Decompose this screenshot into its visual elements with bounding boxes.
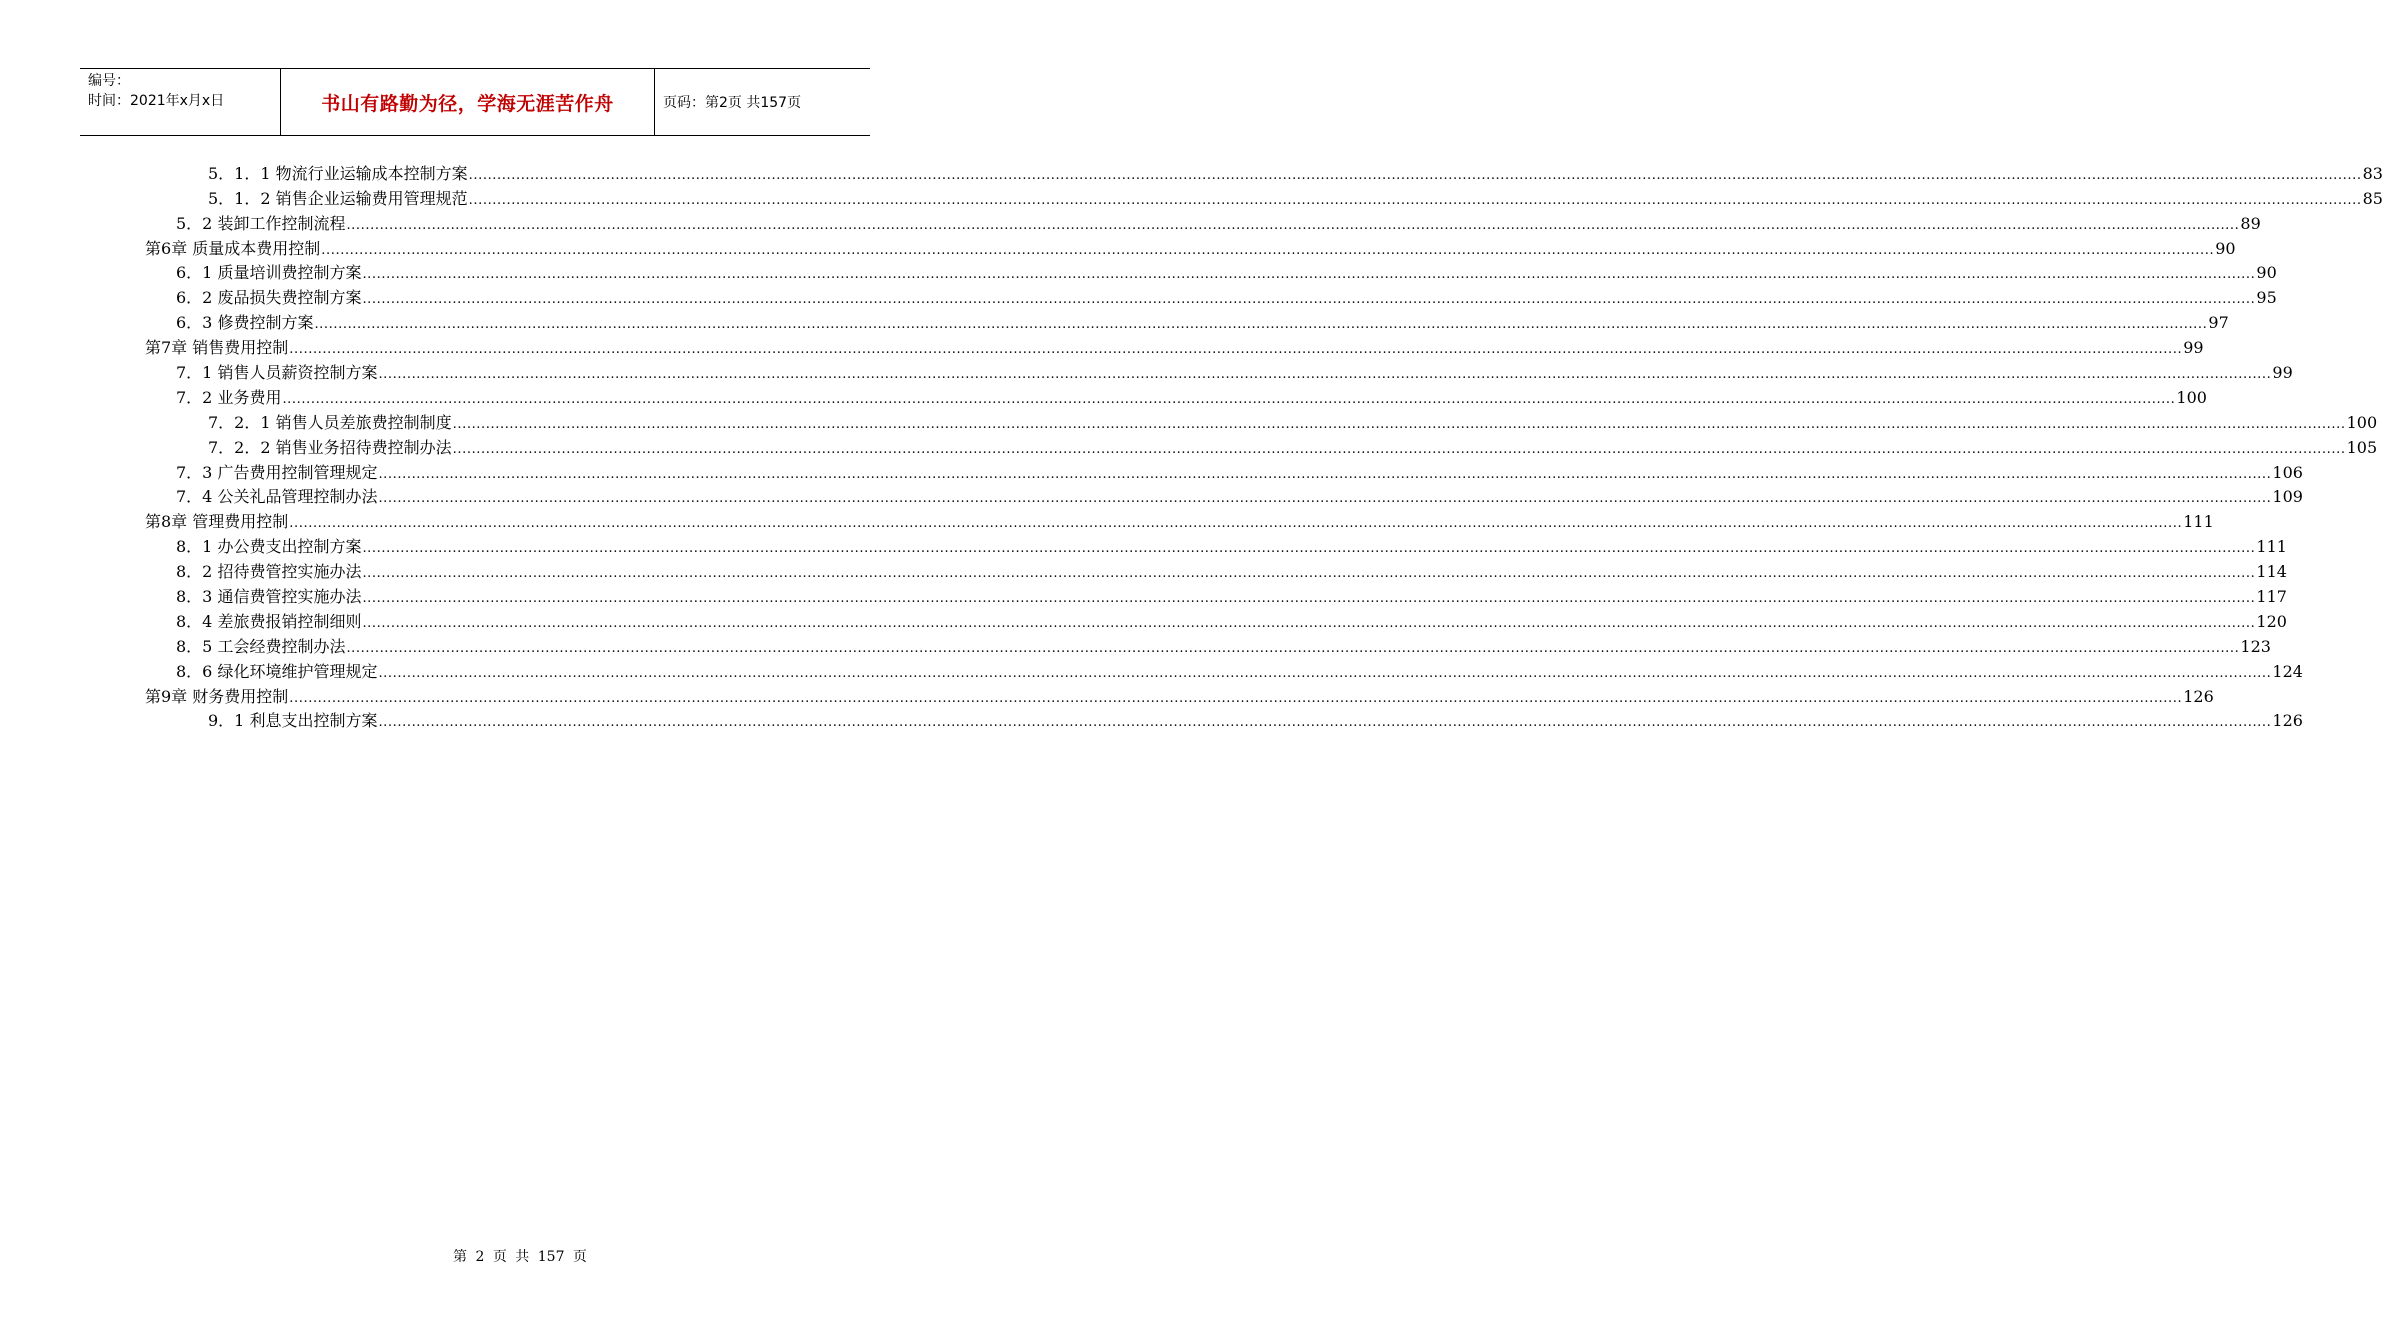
- toc-entry-title: 7．3 广告费用控制管理规定: [176, 462, 378, 482]
- toc-entry-title: 5．1．1 物流行业运输成本控制方案: [208, 163, 468, 183]
- toc-entry[interactable]: [0, 533, 2287, 558]
- toc-entry-page: 111: [2256, 537, 2287, 557]
- toc-entry-title: 7．2．1 销售人员差旅费控制制度: [208, 412, 452, 432]
- toc-dot-leader: ................................................................................................................................................................................................................................................................................................................................................................................................................: [362, 591, 2256, 607]
- toc-dot-leader: ................................................................................................................................................................................................................................................................................................................................................................................................................: [378, 367, 2272, 383]
- toc-dot-leader: ................................................................................................................................................................................................................................................................................................................................................................................................................: [378, 491, 2272, 507]
- toc-entry[interactable]: [0, 185, 2383, 210]
- toc-entry[interactable]: [0, 309, 2229, 334]
- toc-entry[interactable]: [0, 384, 2207, 409]
- toc-dot-leader: ................................................................................................................................................................................................................................................................................................................................................................................................................: [346, 640, 2240, 656]
- toc-entry-page: 95: [2256, 288, 2277, 308]
- toc-entry[interactable]: [0, 334, 2204, 359]
- toc-dot-leader: ................................................................................................................................................................................................................................................................................................................................................................................................................: [289, 690, 2183, 706]
- toc-dot-leader: ................................................................................................................................................................................................................................................................................................................................................................................................................: [378, 665, 2272, 681]
- page-footer: [0, 1246, 950, 1266]
- toc-entry-title: 9．1 利息支出控制方案: [208, 711, 378, 731]
- toc-entry-title: 7．2 业务费用: [176, 387, 282, 407]
- toc-entry[interactable]: [0, 409, 2378, 434]
- toc-entry[interactable]: [0, 583, 2287, 608]
- toc-entry-title: 8．2 招待费管控实施办法: [176, 562, 362, 582]
- toc-entry-title: 7．1 销售人员薪资控制方案: [176, 363, 378, 383]
- toc-entry-page: 100: [2346, 412, 2378, 432]
- toc-entry-page: 90: [2256, 263, 2277, 283]
- document-time-label: 时间：2021年x月x日: [88, 93, 225, 109]
- toc-entry[interactable]: [0, 160, 2383, 185]
- toc-entry[interactable]: [0, 459, 2303, 484]
- toc-entry-title: 第6章 质量成本费用控制: [145, 238, 321, 258]
- toc-entry-title: 6．1 质量培训费控制方案: [176, 263, 362, 283]
- header-meta: [80, 69, 281, 135]
- toc-entry[interactable]: [0, 484, 2303, 509]
- toc-entry-page: 97: [2208, 313, 2229, 333]
- toc-entry-page: 109: [2272, 487, 2303, 507]
- toc-entry[interactable]: [0, 683, 2214, 708]
- toc-entry[interactable]: [0, 608, 2287, 633]
- toc-entry-title: 8．4 差旅费报销控制细则: [176, 611, 362, 631]
- toc-dot-leader: ................................................................................................................................................................................................................................................................................................................................................................................................................: [289, 342, 2183, 358]
- toc-entry[interactable]: [0, 359, 2293, 384]
- toc-entry-page: 106: [2272, 462, 2303, 482]
- toc-entry-title: 8．5 工会经费控制办法: [176, 636, 346, 656]
- toc-entry-page: 99: [2272, 363, 2293, 383]
- page-header: [80, 68, 870, 136]
- toc-dot-leader: ................................................................................................................................................................................................................................................................................................................................................................................................................: [282, 391, 2176, 407]
- toc-entry-page: 85: [2362, 188, 2383, 208]
- toc-entry-title: 7．4 公关礼品管理控制办法: [176, 487, 378, 507]
- toc-entry[interactable]: [0, 260, 2277, 285]
- toc-dot-leader: ................................................................................................................................................................................................................................................................................................................................................................................................................: [452, 441, 2346, 457]
- toc-entry[interactable]: [0, 235, 2236, 260]
- toc-entry-page: 124: [2272, 661, 2303, 681]
- toc-dot-leader: ................................................................................................................................................................................................................................................................................................................................................................................................................: [289, 516, 2183, 532]
- header-motto: 书山有路勤为径，学海无涯苦作舟: [281, 69, 655, 135]
- toc-entry-page: 123: [2240, 636, 2271, 656]
- toc-entry-page: 83: [2362, 163, 2383, 183]
- toc-entry-title: 8．1 办公费支出控制方案: [176, 537, 362, 557]
- header-page-info: 页码：第2页 共157页: [663, 95, 802, 111]
- toc-entry-page: 117: [2256, 587, 2287, 607]
- toc-dot-leader: ................................................................................................................................................................................................................................................................................................................................................................................................................: [468, 192, 2362, 208]
- toc-entry[interactable]: [0, 210, 2261, 235]
- toc-dot-leader: ................................................................................................................................................................................................................................................................................................................................................................................................................: [378, 466, 2272, 482]
- document-number-label: 编号：: [88, 73, 130, 89]
- toc-entry-title: 7．2．2 销售业务招待费控制办法: [208, 437, 452, 457]
- toc-entry[interactable]: [0, 558, 2287, 583]
- toc-dot-leader: ................................................................................................................................................................................................................................................................................................................................................................................................................: [362, 292, 2256, 308]
- toc-dot-leader: ................................................................................................................................................................................................................................................................................................................................................................................................................: [452, 416, 2346, 432]
- footer-page-number: 第 2 页 共 157 页: [453, 1249, 587, 1265]
- toc-entry-page: 120: [2256, 611, 2287, 631]
- toc-dot-leader: ................................................................................................................................................................................................................................................................................................................................................................................................................: [346, 217, 2240, 233]
- toc-entry-title: 第8章 管理费用控制: [145, 512, 289, 532]
- toc-entry-title: 8．3 通信费管控实施办法: [176, 587, 362, 607]
- toc-entry-title: 5．1．2 销售企业运输费用管理规范: [208, 188, 468, 208]
- toc-dot-leader: ................................................................................................................................................................................................................................................................................................................................................................................................................: [321, 242, 2215, 258]
- toc-entry-page: 99: [2183, 338, 2204, 358]
- toc-entry-page: 126: [2183, 686, 2214, 706]
- toc-entry-page: 111: [2183, 512, 2214, 532]
- toc-entry[interactable]: [0, 708, 2303, 733]
- toc-entry-page: 100: [2176, 387, 2207, 407]
- toc-entry-page: 90: [2215, 238, 2236, 258]
- toc-entry-title: 8．6 绿化环境维护管理规定: [176, 661, 378, 681]
- toc-dot-leader: ................................................................................................................................................................................................................................................................................................................................................................................................................: [362, 566, 2256, 582]
- toc-entry[interactable]: [0, 434, 2378, 459]
- toc-entry-title: 第9章 财务费用控制: [145, 686, 289, 706]
- toc-entry[interactable]: [0, 284, 2277, 309]
- toc-dot-leader: ................................................................................................................................................................................................................................................................................................................................................................................................................: [468, 167, 2362, 183]
- toc-entry[interactable]: [0, 633, 2271, 658]
- toc-entry-page: 89: [2240, 213, 2261, 233]
- toc-entry[interactable]: [0, 658, 2303, 683]
- toc-dot-leader: ................................................................................................................................................................................................................................................................................................................................................................................................................: [362, 615, 2256, 631]
- toc-dot-leader: ................................................................................................................................................................................................................................................................................................................................................................................................................: [314, 317, 2208, 333]
- toc-entry-page: 114: [2256, 562, 2287, 582]
- toc-entry-title: 6．2 废品损失费控制方案: [176, 288, 362, 308]
- toc-entry[interactable]: [0, 508, 2214, 533]
- toc-entry-page: 126: [2272, 711, 2303, 731]
- toc-entry-title: 第7章 销售费用控制: [145, 338, 289, 358]
- toc-entry-title: 6．3 修费控制方案: [176, 313, 314, 333]
- table-of-contents: [0, 160, 2383, 732]
- toc-entry-page: 105: [2346, 437, 2378, 457]
- toc-entry-title: 5．2 装卸工作控制流程: [176, 213, 346, 233]
- toc-dot-leader: ................................................................................................................................................................................................................................................................................................................................................................................................................: [362, 267, 2256, 283]
- toc-dot-leader: ................................................................................................................................................................................................................................................................................................................................................................................................................: [378, 715, 2272, 731]
- toc-dot-leader: ................................................................................................................................................................................................................................................................................................................................................................................................................: [362, 541, 2256, 557]
